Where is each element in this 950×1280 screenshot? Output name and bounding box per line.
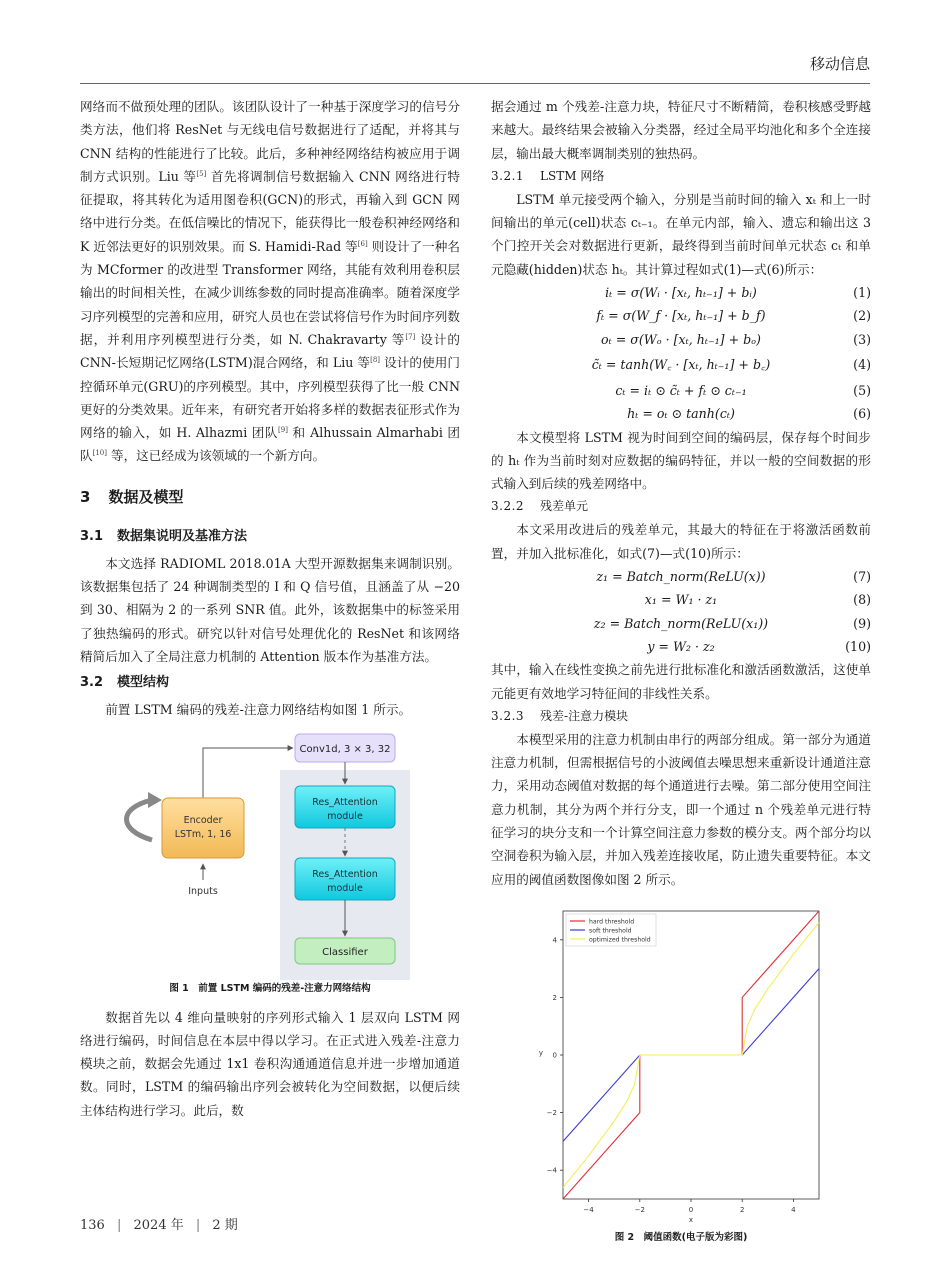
subsubsection-heading: 3.2.2 残差单元 — [491, 499, 589, 514]
right-column — [491, 95, 871, 1247]
res-attention-label: Res_Attention — [312, 868, 378, 880]
equation: x₁ = W₁ · z₁ (8) — [644, 592, 871, 608]
section-heading: 3 数据及模型 — [80, 487, 184, 506]
year: 2024 年 — [133, 1218, 184, 1233]
equation: z₂ = Batch_norm(ReLU(x₁)) (9) — [593, 615, 871, 631]
res-attention-label: Res_Attention — [312, 796, 378, 808]
citation: [8] — [370, 356, 381, 365]
paragraph: 数据首先以 4 维向量映射的序列形式输入 1 层双向 LSTM 网络进行编码，时间信息在本层中得以学习。在正式进入残差-注意力模块之前，数据会先通过 1x1 卷积沟通通道信息并进一步增加通道数。同时，LSTM 的编码输出序列会被转化为空间数据，以便后续主体结构进行学习。此后，数 — [80, 1009, 460, 1118]
legend-label: soft threshold — [589, 927, 632, 935]
encoder-block — [162, 798, 244, 858]
x-tick-label: −4 — [583, 1205, 594, 1214]
page-footer: 136 | 2024 年 | 2 期 — [80, 1218, 238, 1233]
paragraph: 其中，输入在线性变换之前先进行批标准化和激活函数激活，这使单元能更有效地学习特征间的非线性关系。 — [491, 662, 871, 701]
architecture-diagram — [80, 730, 460, 980]
y-axis-label: y — [538, 1048, 544, 1057]
equation: oₜ = σ(Wₒ · [xₜ, hₜ₋₁] + bₒ) (3) — [601, 331, 871, 347]
equation: iₜ = σ(Wᵢ · [xₜ, hₜ₋₁] + bᵢ) (1) — [605, 285, 871, 301]
paragraph: 网络而不做预处理的团队。该团队设计了一种基于深度学习的信号分类方法，他们将 ResNet 与无线电信号数据进行了适配，并将其与 CNN 结构的性能进行了比较。此后，多种神经网络结构被应用于调制方式识别。Liu 等[5] 首先将调制信号数据输入 CNN 网络进行特征提取，将其转化为适用图卷积(GCN)的形式，再输入到 GCN 网络中进行分类。在低信噪比的情况下，能获得比一般卷积神经网络和 K 近邻法更好的识别效果。而 S. Hamidi-Rad 等[6] 则设计了一种名为 MCformer 的改进型 Transformer 网络，其能有效利用卷积层输出的时间相关性，在减少训练参数的同时提高准确率。随着深度学习序列模型的完善和应用，研究人员也在尝试将信号作为时间序列数据，并利用序列模型进行分类，如 N. Chakravarty 等[7] 设计的 CNN-长短期记忆网络(LSTM)混合网络，和 Liu 等[8] 设计的使用门控循环单元(GRU)的序列模型。其中，序列模型获得了比一般 CNN 更好的分类效果。近年来，有研究者开始将多样的数据表征形式作为网络的输入，如 H. Alhazmi 团队[9] 和 Alhussain Almarhabi 团队[10] 等，这已经成为该领域的一个新方向。 — [80, 99, 461, 464]
left-column — [80, 95, 460, 1122]
legend-label: hard threshold — [589, 918, 635, 926]
equation: fₜ = σ(W_f · [xₜ, hₜ₋₁] + b_f) (2) — [596, 308, 871, 324]
recurrent-arrowhead-icon — [148, 792, 162, 808]
equation: z₁ = Batch_norm(ReLU(x)) (7) — [596, 569, 871, 585]
header-rule — [80, 83, 870, 84]
x-axis-label: x — [688, 1215, 694, 1224]
citation: [9] — [278, 425, 288, 434]
arrow — [203, 748, 293, 798]
paragraph: 据会通过 m 个残差-注意力块，特征尺寸不断精简，卷积核感受野越来越大。最终结果会被输入分类器，经过全局平均池化和多个全连接层，输出最大概率调制类别的独热码。 — [491, 99, 871, 161]
inputs-label: Inputs — [188, 885, 218, 897]
paragraph: 本文模型将 LSTM 视为时间到空间的编码层，保存每个时间步的 hₜ 作为当前时刻对应数据的编码特征，并以一般的空间数据的形式输入到后续的残差网络中。 — [491, 429, 871, 492]
classifier-label: Classifier — [322, 946, 368, 958]
encoder-sublabel: LSTm, 1, 16 — [174, 828, 232, 840]
conv-label: Conv1d, 3 × 3, 32 — [299, 743, 391, 755]
running-header — [80, 50, 870, 80]
y-tick-label: 4 — [552, 936, 557, 945]
subsection-heading: 3.2 模型结构 — [80, 675, 170, 691]
citation: [6] — [357, 239, 368, 248]
equation: y = W₂ · z₂ (10) — [647, 638, 871, 654]
paragraph: 本文选择 RADIOML 2018.01A 大型开源数据集来调制识别。该数据集包括了 24 种调制类型的 I 和 Q 信号值，且涵盖了从 −20 到 30、相隔为 2 的一系列 SNR 值。此外，该数据集中的标签采用了独热编码的形式。研究以针对信号处理优化的 ResNet 和该网络精简后加入了全局注意力机制的 Attention 版本作为基准方法。 — [80, 555, 460, 664]
res-attention-sublabel: module — [327, 810, 363, 822]
equation: c̃ₜ = tanh(W꜀ · [xₜ, hₜ₋₁] + b꜀) (4) — [591, 356, 871, 372]
y-tick-label: 0 — [552, 1051, 557, 1060]
subsection-heading: 3.1 数据集说明及基准方法 — [80, 528, 248, 544]
legend-label: optimized threshold — [589, 936, 651, 944]
paragraph: 本文采用改进后的残差单元，其最大的特征在于将激活函数前置，并加入批标准化，如式(7)—式(10)所示： — [491, 522, 871, 561]
figure-1 — [80, 730, 460, 980]
paragraph: 前置 LSTM 编码的残差-注意力网络结构如图 1 所示。 — [105, 702, 412, 718]
y-tick-label: −4 — [546, 1166, 557, 1175]
journal-name: 移动信息 — [809, 55, 870, 73]
equation: hₜ = oₜ ⊙ tanh(cₜ) (6) — [627, 406, 871, 422]
x-tick-label: 2 — [739, 1205, 745, 1214]
citation: [5] — [196, 169, 207, 178]
figure-2 — [491, 899, 871, 1229]
citation: [7] — [405, 332, 416, 341]
x-tick-label: 0 — [688, 1205, 694, 1214]
figure-1-caption: 图 1 前置 LSTM 编码的残差-注意力网络结构 — [169, 982, 371, 994]
figure-2-caption: 图 2 阈值函数(电子版为彩图) — [614, 1231, 748, 1243]
paragraph: LSTM 单元接受两个输入，分别是当前时间的输入 xₜ 和上一时间输出的单元(cell)状态 cₜ₋₁。在单元内部，输入、遗忘和输出这 3 个门控开关会对数据进行更新，最终得到当前时间单元状态 cₜ 和单元隐藏(hidden)状态 hₜ。其计算过程如式(1)—式(6)所示： — [491, 191, 871, 277]
paragraph: 本模型采用的注意力机制由串行的两部分组成。第一部分为通道注意力机制，但需根据信号的小波阈值去噪思想来重新设计通道注意力，采用动态阈值对数据的每个通道进行去噪。第二部分使用空间注意力机制，其分为两个并行分支，即一个通过 n 个残差单元进行特征学习的块分支和一个计算空间注意力参数的模分支。两个部分均以空洞卷积为输入层，并加入残差连接收尾，防止遗失重要特征。本文应用的阈值函数图像如图 2 所示。 — [491, 731, 871, 887]
subsubsection-heading: 3.2.1 LSTM 网络 — [491, 168, 605, 183]
x-tick-label: 4 — [791, 1205, 796, 1214]
issue: 2 期 — [212, 1218, 238, 1233]
y-tick-label: 2 — [552, 993, 557, 1002]
encoder-label: Encoder — [183, 814, 223, 826]
y-tick-label: −2 — [546, 1109, 557, 1118]
page-number: 136 — [80, 1218, 105, 1233]
subsubsection-heading: 3.2.3 残差-注意力模块 — [491, 708, 629, 723]
res-attention-sublabel: module — [327, 882, 363, 894]
equation: cₜ = iₜ ⊙ c̃ₜ + fₜ ⊙ cₜ₋₁ (5) — [615, 382, 871, 398]
citation: [10] — [92, 449, 107, 458]
x-tick-label: −2 — [634, 1205, 645, 1214]
threshold-chart — [491, 899, 871, 1229]
